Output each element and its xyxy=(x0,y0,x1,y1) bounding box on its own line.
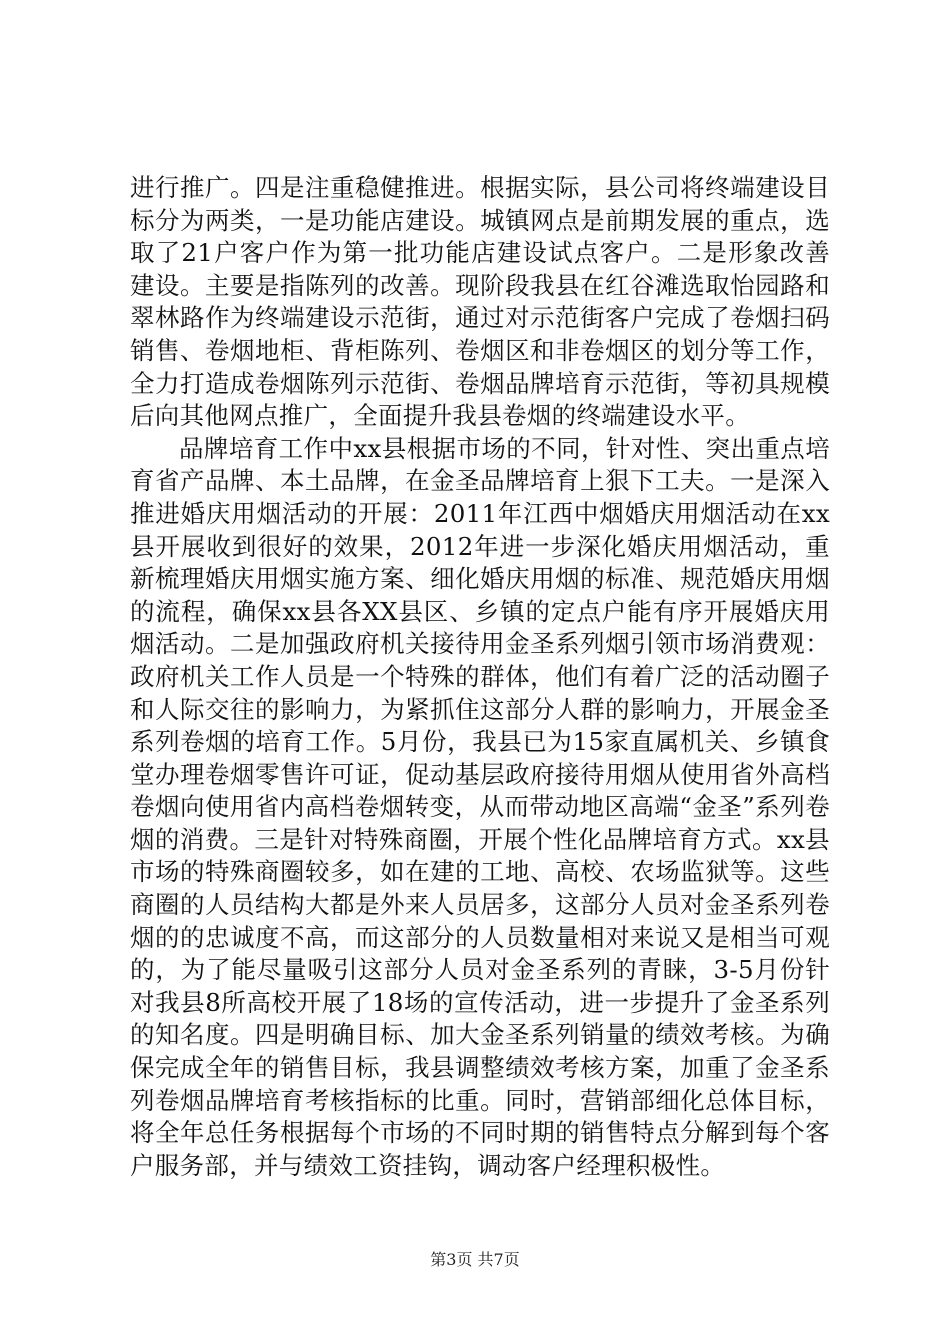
paragraph-1: 进行推广。四是注重稳健推进。根据实际，县公司将终端建设目标分为两类，一是功能店建设。城镇网点是前期发展的重点，选取了21户客户作为第一批功能店建设试点客户。二是形象改善建设。主要是指陈列的改善。现阶段我县在红谷滩选取怡园路和翠林路作为终端建设示范街，通过对示范街客户完成了卷烟扫码销售、卷烟地柜、背柜陈列、卷烟区和非卷烟区的划分等工作，全力打造成卷烟陈列示范街、卷烟品牌培育示范街，等初具规模后向其他网点推广，全面提升我县卷烟的终端建设水平。 xyxy=(130,173,830,431)
document-body xyxy=(130,172,830,1182)
paragraph-2: 品牌培育工作中xx县根据市场的不同，针对性、突出重点培育省产品牌、本土品牌，在金圣品牌培育上狠下工夫。一是深入推进婚庆用烟活动的开展：2011年江西中烟婚庆用烟活动在xx县开展收到很好的效果，2012年进一步深化婚庆用烟活动，重新梳理婚庆用烟实施方案、细化婚庆用烟的标准、规范婚庆用烟的流程，确保xx县各XX县区、乡镇的定点户能有序开展婚庆用烟活动。二是加强政府机关接待用金圣系列烟引领市场消费观：政府机关工作人员是一个特殊的群体，他们有着广泛的活动圈子和人际交往的影响力，为紧抓住这部分人群的影响力，开展金圣系列卷烟的培育工作。5月份，我县已为15家直属机关、乡镇食堂办理卷烟零售许可证，促动基层政府接待用烟从使用省外高档卷烟向使用省内高档卷烟转变，从而带动地区高端“金圣”系列卷烟的消费。三是针对特殊商圈，开展个性化品牌培育方式。xx县市场的特殊商圈较多，如在建的工地、高校、农场监狱等。这些商圈的人员结构大都是外来人员居多，这部分人员对金圣系列卷烟的的忠诚度不高，而这部分的人员数量相对来说又是相当可观的，为了能尽量吸引这部分人员对金圣系列的青睐，3-5月份针对我县8所高校开展了18场的宣传活动，进一步提升了金圣系列的知名度。四是明确目标、加大金圣系列销量的绩效考核。为确保完成全年的销售目标，我县调整绩效考核方案，加重了金圣系列卷烟品牌培育考核指标的比重。同时，营销部细化总体目标，将全年总任务根据每个市场的不同时期的销售特点分解到每个客户服务部，并与绩效工资挂钩，调动客户经理积极性。 xyxy=(130,433,830,1180)
page-footer: 第3页 共7页 xyxy=(430,1250,520,1269)
